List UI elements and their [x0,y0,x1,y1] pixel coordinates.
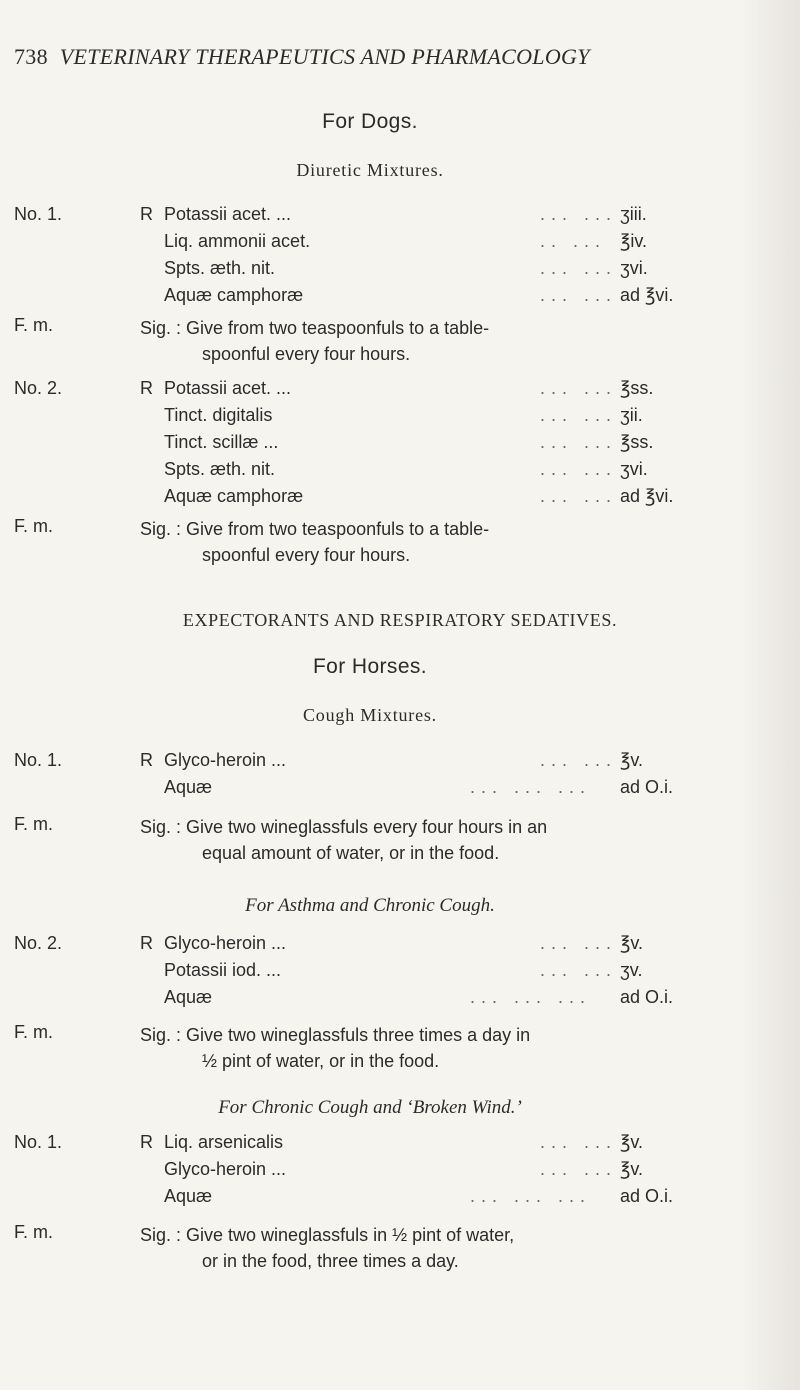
broken-wind-heading: For Chronic Cough and ‘Broken Wind.’ [218,1097,522,1118]
ingredient-name: Aquæ camphoræ [164,285,304,305]
ingredient-name: Liq. arsenicalis [164,1132,284,1152]
ingredient-name: Glyco-heroin ... [164,750,287,770]
leader-dots: ... ... [540,486,618,506]
ingredient-row [140,750,660,776]
prescription-number: No. 1. [14,1132,63,1152]
fiat-mistura-label: F. m. [14,1222,53,1242]
horses-subheading: Cough Mixtures. [302,705,437,725]
signa-line: spoonful every four hours. [202,344,411,364]
ingredient-name: Glyco-heroin ... [164,1159,287,1179]
recipe-symbol: R [140,1132,153,1152]
leader-dots: ... ... [540,750,618,770]
signa-instructions [140,814,740,866]
ingredient-quantity: ℥ss. [620,432,654,452]
ingredient-name: Tinct. digitalis [164,405,273,425]
ingredient-name: Glyco-heroin ... [164,933,287,953]
prescription-number: No. 1. [14,750,63,770]
page-number: 738 [14,44,48,69]
leader-dots: ... ... ... [470,987,592,1007]
ingredient-name: Aquæ [164,1186,213,1206]
ingredient-quantity: ad O.i. [620,777,674,797]
leader-dots: .. ... [540,231,607,251]
fiat-mistura-label: F. m. [14,516,53,536]
running-head [14,44,590,70]
ingredient-row [140,405,660,431]
leader-dots: ... ... [540,933,618,953]
leader-dots: ... ... [540,258,618,278]
ingredient-name: Liq. ammonii acet. [164,231,311,251]
ingredient-row [140,258,660,284]
recipe-symbol: R [140,378,153,398]
signa-instructions [140,315,740,367]
page-edge-shadow [740,0,800,1390]
ingredient-quantity: ʒii. [620,405,643,425]
dogs-heading: For Dogs. [322,110,418,133]
recipe-symbol: R [140,750,153,770]
signa-line: Sig. : Give from two teaspoonfuls to a table- [140,519,490,539]
ingredient-name: Potassii acet. ... [164,204,292,224]
dogs-subheading: Diuretic Mixtures. [296,160,444,180]
ingredient-row [140,231,660,257]
ingredient-name: Aquæ [164,987,213,1007]
signa-line: Sig. : Give two wineglassfuls every four hours in an [140,817,548,837]
ingredient-row [140,1159,660,1185]
leader-dots: ... ... [540,405,618,425]
fiat-mistura-label: F. m. [14,1022,53,1042]
signa-line: equal amount of water, or in the food. [202,843,500,863]
ingredient-name: Aquæ [164,777,213,797]
ingredient-name: Potassii acet. ... [164,378,292,398]
ingredient-quantity: ʒiii. [620,204,647,224]
fiat-mistura-label: F. m. [14,315,53,335]
ingredient-name: Spts. æth. nit. [164,459,276,479]
ingredient-quantity: ℥v. [620,1159,644,1179]
prescription-number: No. 1. [14,204,63,224]
ingredient-quantity: ℥v. [620,933,644,953]
ingredient-row [140,378,660,404]
leader-dots: ... ... [540,1159,618,1179]
signa-instructions [140,1222,740,1274]
signa-line: ½ pint of water, or in the food. [202,1051,440,1071]
ingredient-row [140,204,660,230]
ingredient-name: Potassii iod. ... [164,960,282,980]
ingredient-quantity: ℥iv. [620,231,648,251]
ingredient-row [140,1132,660,1158]
horses-heading: For Horses. [312,655,428,678]
signa-line: or in the food, three times a day. [202,1251,459,1271]
leader-dots: ... ... [540,285,618,305]
ingredient-name: Aquæ camphoræ [164,486,304,506]
signa-line: Sig. : Give two wineglassfuls three times a day in [140,1025,531,1045]
prescription-number: No. 2. [14,378,63,398]
ingredient-row [140,486,674,512]
signa-line: spoonful every four hours. [202,545,411,565]
ingredient-quantity: ad O.i. [620,1186,674,1206]
signa-instructions [140,1022,740,1074]
ingredient-row [140,777,674,803]
recipe-symbol: R [140,933,153,953]
leader-dots: ... ... [540,432,618,452]
signa-line: Sig. : Give two wineglassfuls in ½ pint of water, [140,1225,515,1245]
leader-dots: ... ... ... [470,1186,592,1206]
leader-dots: ... ... ... [470,777,592,797]
section-title: EXPECTORANTS AND RESPIRATORY SEDATIVES. [182,610,618,630]
ingredient-name: Spts. æth. nit. [164,258,276,278]
ingredient-quantity: ʒvi. [620,258,648,278]
leader-dots: ... ... [540,459,618,479]
ingredient-row [140,459,660,485]
ingredient-quantity: ʒv. [620,960,643,980]
ingredient-quantity: ad O.i. [620,987,674,1007]
running-title: VETERINARY THERAPEUTICS AND PHARMACOLOGY [59,44,590,69]
ingredient-row [140,960,660,986]
asthma-heading: For Asthma and Chronic Cough. [245,895,495,916]
prescription-number: No. 2. [14,933,63,953]
ingredient-quantity: ad ℥vi. [620,486,674,506]
ingredient-row [140,432,660,458]
leader-dots: ... ... [540,960,618,980]
ingredient-quantity: ʒvi. [620,459,648,479]
recipe-symbol: R [140,204,153,224]
ingredient-quantity: ℥ss. [620,378,654,398]
ingredient-row [140,987,674,1013]
ingredient-name: Tinct. scillæ ... [164,432,279,452]
leader-dots: ... ... [540,204,618,224]
ingredient-row [140,285,674,311]
leader-dots: ... ... [540,378,618,398]
ingredient-quantity: ℥v. [620,750,644,770]
signa-instructions [140,516,740,568]
ingredient-row [140,933,660,959]
signa-line: Sig. : Give from two teaspoonfuls to a table- [140,318,490,338]
fiat-mistura-label: F. m. [14,814,53,834]
ingredient-quantity: ad ℥vi. [620,285,674,305]
ingredient-row [140,1186,674,1212]
ingredient-quantity: ℥v. [620,1132,644,1152]
leader-dots: ... ... [540,1132,618,1152]
